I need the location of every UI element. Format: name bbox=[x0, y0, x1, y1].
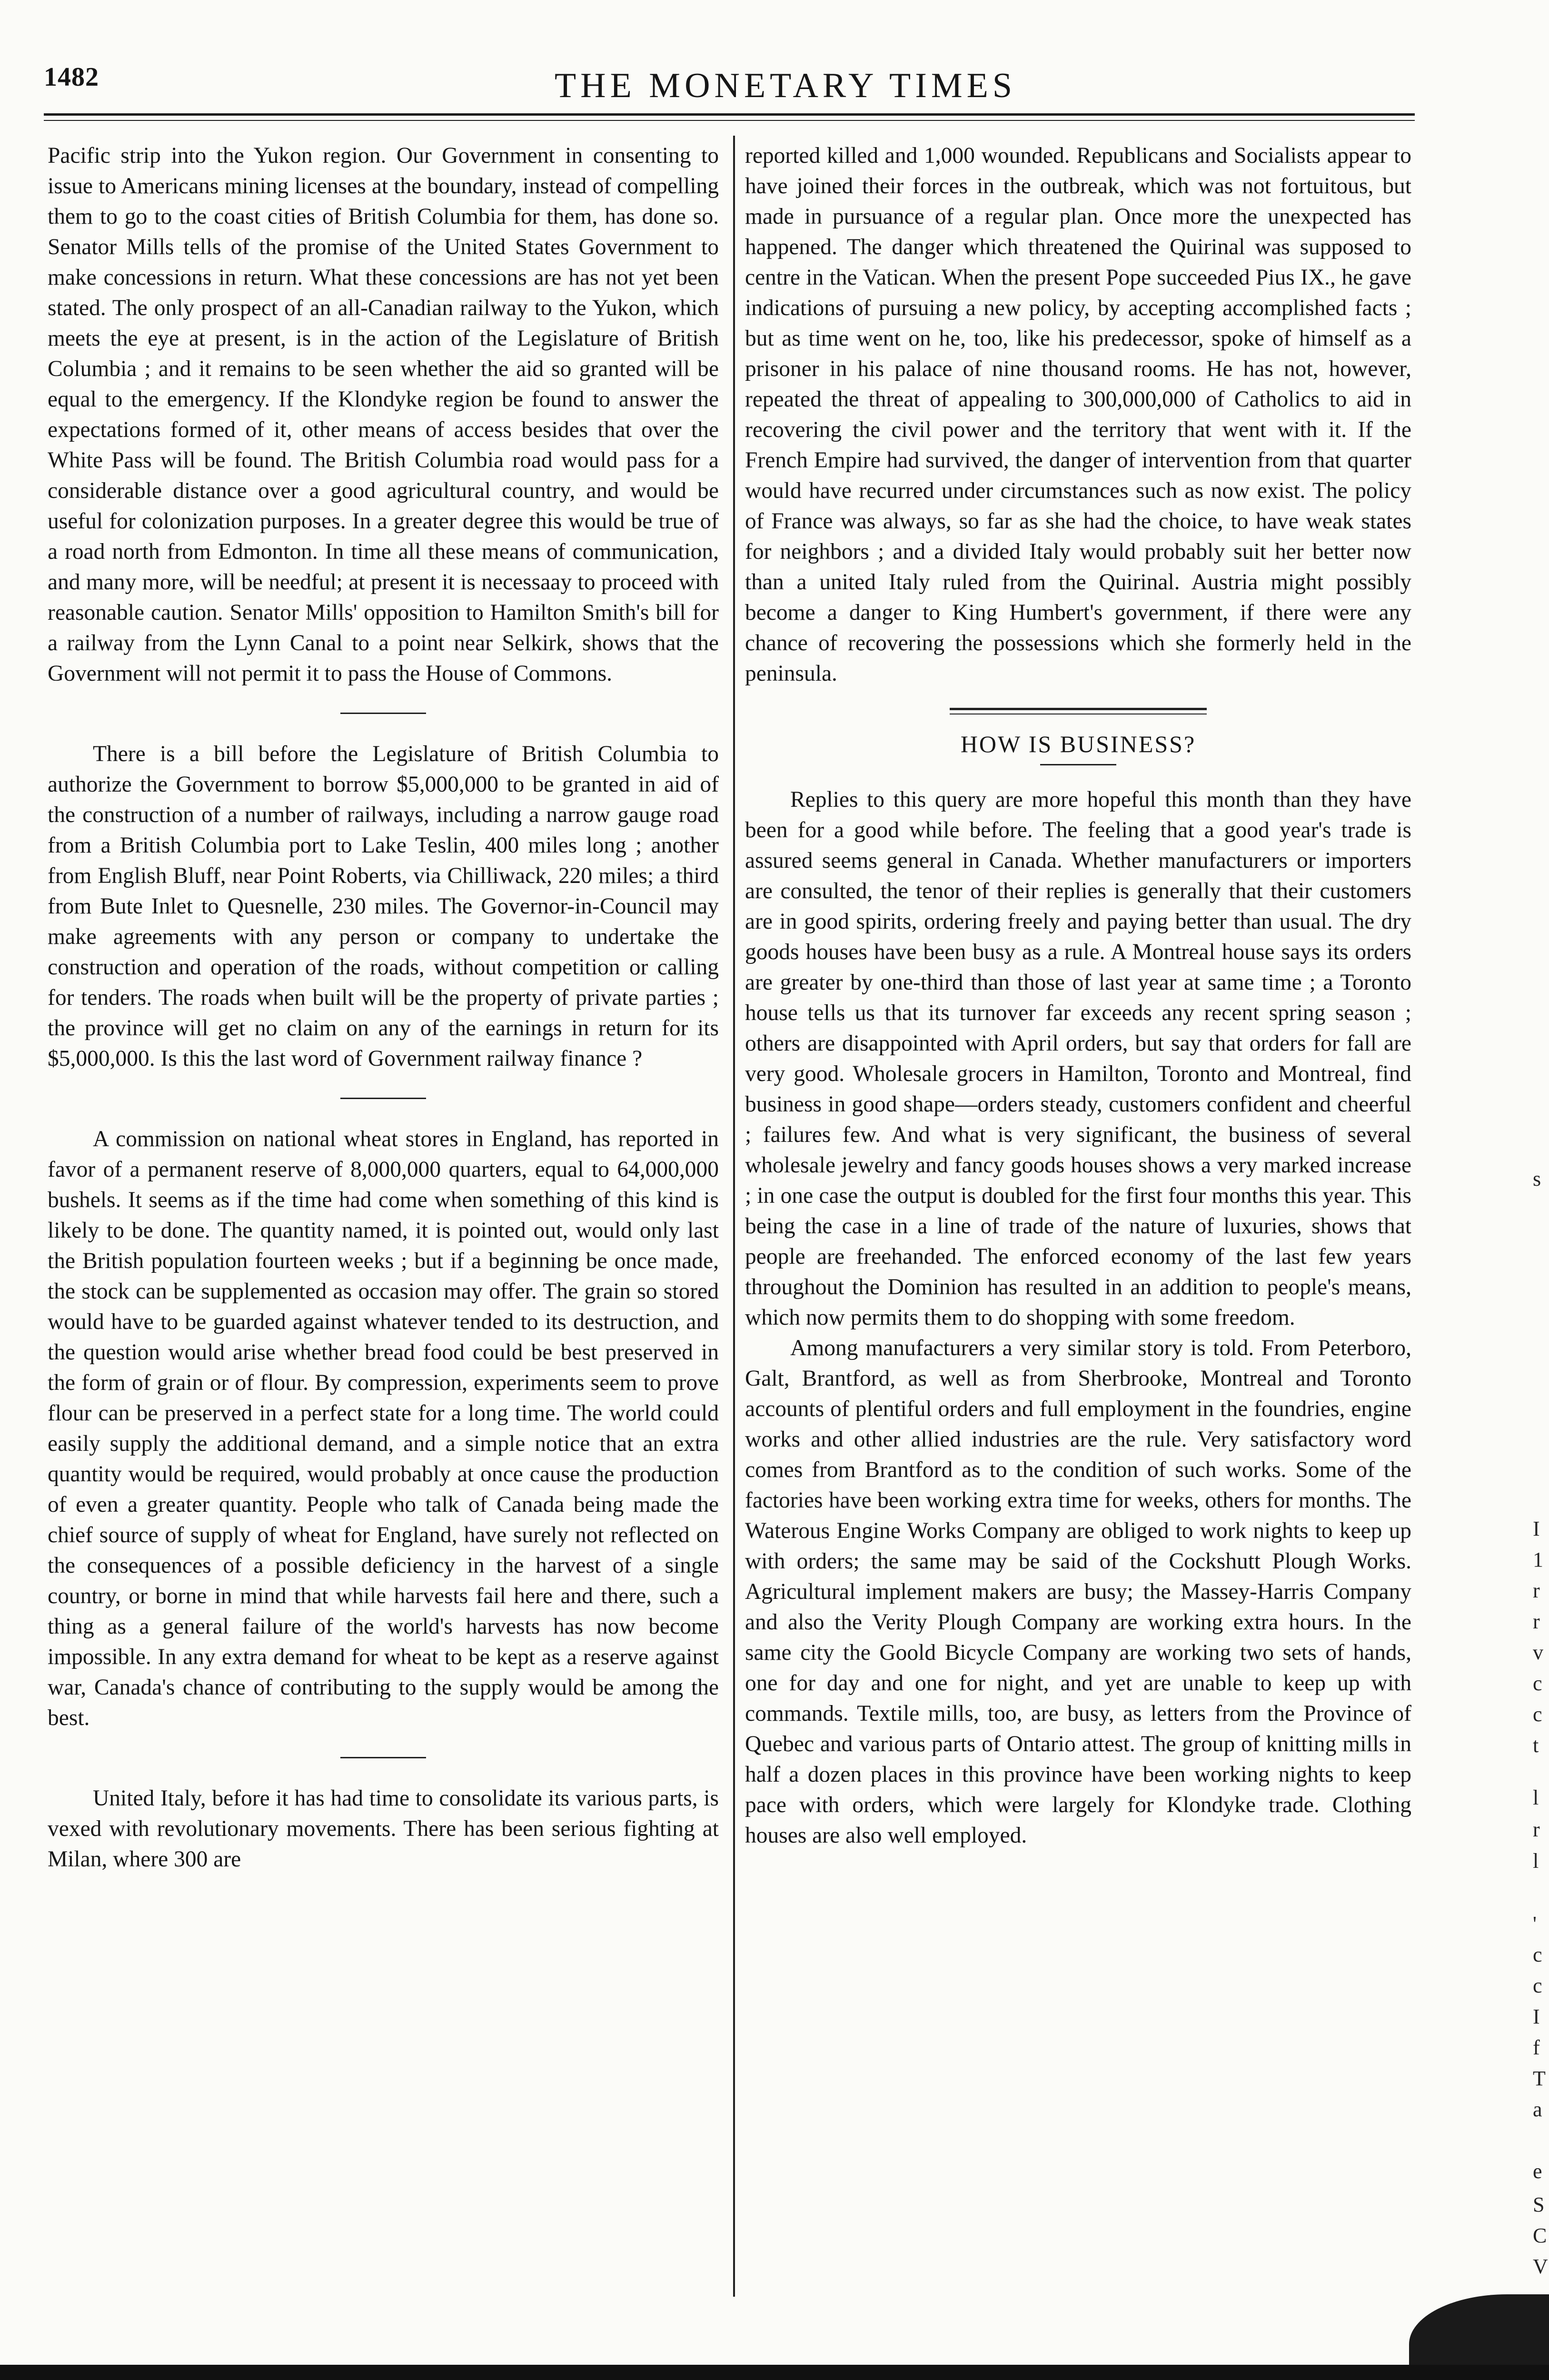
edge-fragment: I bbox=[1533, 1517, 1540, 1540]
edge-fragment: r bbox=[1533, 1818, 1540, 1841]
article-paragraph: Replies to this query are more hopeful this month than they have been for a good while before. The feeling that a good year's trade is assured seems general in Canada. Whether manufacturers or importers are consulted, the tenor of their replies is generally that their customers are in good spirits, ordering freely and paying better than usual. The dry goods houses have been busy as a rule. A Montreal house says its orders are greater by one-third than those of last year at same time ; a Toronto house tells us that its turnover far exceeds any recent spring season ; others are disappointed with April orders, but say that orders for fall are very good. Wholesale grocers in Hamilton, Toronto and Montreal, find business in good shape—orders steady, customers confident and cheerful ; failures few. And what is very significant, the business of several wholesale jewelry and fancy goods houses shows a very marked increase ; in one case the output is doubled for the first four months this year. This being the case in a line of trade of the nature of luxuries, shows that people are freehanded. The enforced economy of the last few years throughout the Dominion has resulted in an addition to people's means, which now permits them to do shopping with some freedom. bbox=[745, 787, 1411, 1330]
article-paragraph: Among manufacturers a very similar story is told. From Peterboro, Galt, Brantford, as well as from Sherbrooke, Montreal and Toronto accounts of plentiful orders and full employment in the foundries, engine works and other allied industries are the rule. Very satisfactory word comes from Brantford as to the condition of such works. Some of the factories have been working extra time for weeks, others for months. The Waterous Engine Works Company are obliged to work nights to keep up with orders; the same may be said of the Cockshutt Plough Works. Agricultural implement makers are busy; the Massey-Harris Company and also the Verity Plough Company are working extra hours. In the same city the Goold Bicycle Company are working two sets of hands, one for day and one for night, and yet are unable to keep up with commands. Textile mills, too, are busy, as letters from the Province of Quebec and various parts of Ontario attest. The group of knitting mills in half a dozen places in this province have been working nights to keep pace with orders, which were largely for Klondyke trade. Clothing houses are also well employed. bbox=[745, 1336, 1411, 1848]
article-paragraph: reported killed and 1,000 wounded. Republicans and Socialists appear to have joined their forces in the outbreak, which was not fortuitous, but made in pursuance of a regular plan. Once more the unexpected has happened. The danger which threatened the Quirinal was supposed to centre in the Vatican. When the present Pope succeeded Pius IX., he gave indications of pursuing a new policy, by accepting accomplished facts ; but as time went on he, too, like his predecessor, spoke of himself as a prisoner in his palace of nine thousand rooms. He has not, however, repeated the threat of appealing to 300,000,000 of Catholics to aid in recovering the civil power and the territory that went with it. If the French Empire had survived, the danger of intervention from that quarter would have recurred under circumstances such as now exist. The policy of France was always, so far as she had the choice, to have weak states for neighbors ; and a divided Italy would probably suit her better now than a united Italy ruled from the Quirinal. Austria might possibly become a danger to King Humbert's government, if there were any chance of recovering the possessions which she formerly held in the peninsula. bbox=[745, 143, 1411, 686]
edge-fragment: c bbox=[1533, 1672, 1542, 1695]
header-rule-thin bbox=[44, 120, 1415, 121]
edge-fragment: r bbox=[1533, 1579, 1540, 1602]
header-rule bbox=[44, 113, 1415, 116]
edge-fragment: l bbox=[1533, 1786, 1539, 1809]
edge-fragment: e bbox=[1533, 2160, 1542, 2183]
edge-fragment: V bbox=[1533, 2255, 1548, 2278]
section-heading: HOW IS BUSINESS? bbox=[960, 731, 1196, 757]
page-number: 1482 bbox=[44, 62, 99, 92]
edge-fragment: S bbox=[1533, 2193, 1545, 2216]
edge-fragment: l bbox=[1533, 1849, 1539, 1873]
edge-fragment: v bbox=[1533, 1641, 1543, 1664]
heading-underline bbox=[1040, 764, 1116, 765]
double-rule-separator bbox=[950, 708, 1207, 714]
scan-bottom-band bbox=[0, 2365, 1549, 2380]
article-paragraph: A commission on national wheat stores in England, has reported in favor of a permanent reserve of 8,000,000 quarters, equal to 64,000,000 bushels. It seems as if the time had come when something of this kind is likely to be done. The quantity named, it is pointed out, would only last the British population fourteen weeks ; but if a beginning be once made, the stock can be supplemented as occasion may offer. The grain so stored would have to be guarded against whatever tended to its destruction, and the question would arise whether bread food could be best preserved in the form of grain or of flour. By compression, experiments seem to prove flour can be preserved in a perfect state for a long time. The world could easily supply the additional demand, and a simple notice that an extra quantity would be required, would probably at once cause the production of even a greater quantity. People who talk of Canada being made the chief source of supply of wheat for England, have surely not reflected on the consequences of a possible deficiency in the harvest of a single country, or borne in mind that while harvests fail here and there, such a thing as a general failure of the world's harvests has now become impossible. In any extra demand for wheat to be kept as a reserve against war, Canada's chance of contributing to the supply would be among the best. bbox=[48, 1127, 719, 1730]
edge-fragment: ' bbox=[1533, 1912, 1537, 1935]
edge-fragment: c bbox=[1533, 1703, 1542, 1726]
column-divider bbox=[733, 136, 735, 2297]
edge-fragment: I bbox=[1533, 2005, 1540, 2028]
article-paragraph: There is a bill before the Legislature of British Columbia to authorize the Government to borrow $5,000,000 to be granted in aid of the construction of a number of railways, including a narrow gauge road from a British Columbia port to Lake Teslin, 400 miles long ; another from English Bluff, near Point Roberts, via Chilliwack, 220 miles; a third from Bute Inlet to Quesnelle, 230 miles. The Governor-in-Council may make agreements with any person or company to undertake the construction and operation of the roads, without competition or calling for tenders. The roads when built will be the property of private parties ; the province will get no claim on any of the earnings in return for its $5,000,000. Is this the last word of Government railway finance ? bbox=[48, 742, 719, 1071]
edge-fragment: C bbox=[1533, 2224, 1547, 2247]
edge-fragment: t bbox=[1533, 1734, 1539, 1757]
section-separator bbox=[340, 713, 426, 714]
edge-fragment: T bbox=[1533, 2067, 1546, 2090]
edge-fragment: c bbox=[1533, 1974, 1542, 1997]
edge-fragment: f bbox=[1533, 2036, 1540, 2059]
article-paragraph: Pacific strip into the Yukon region. Our Government in consenting to issue to Americans mining licenses at the boundary, instead of compelling them to go to the coast cities of British Columbia for them, has done so. Senator Mills tells of the promise of the United States Government to make concessions in return. What these concessions are has not yet been stated. The only prospect of an all-Canadian railway to the Yukon, which meets the eye at present, is in the action of the Legislature of British Columbia ; and it remains to be seen whether the aid so granted will be equal to the emergency. If the Klondyke region be found to answer the expectations formed of it, other means of access besides that over the White Pass will be found. The British Columbia road would pass for a considerable distance over a good agricultural country, and would be useful for colonization purposes. In a greater degree this would be true of a road north from Edmonton. In time all these means of communication, and many more, will be needful; at present it is necessaay to proceed with reasonable caution. Senator Mills' opposition to Hamilton Smith's bill for a railway from the Lynn Canal to a point near Selkirk, shows that the Government will not permit it to pass the House of Commons. bbox=[48, 143, 719, 686]
masthead-title: THE MONETARY TIMES bbox=[554, 66, 1017, 105]
article-paragraph: United Italy, before it has had time to consolidate its various parts, is vexed with revolutionary movements. There has been serious fighting at Milan, where 300 are bbox=[48, 1786, 719, 1872]
edge-fragment: c bbox=[1533, 1943, 1542, 1966]
edge-fragment: 1 bbox=[1533, 1548, 1543, 1571]
edge-fragment: a bbox=[1533, 2098, 1542, 2121]
right-column bbox=[745, 140, 1411, 1851]
scan-shadow bbox=[1409, 2294, 1549, 2366]
edge-fragment: r bbox=[1533, 1610, 1540, 1633]
section-separator bbox=[340, 1757, 426, 1758]
left-column bbox=[48, 140, 719, 1874]
edge-fragment: s bbox=[1533, 1167, 1541, 1190]
section-separator bbox=[340, 1098, 426, 1099]
